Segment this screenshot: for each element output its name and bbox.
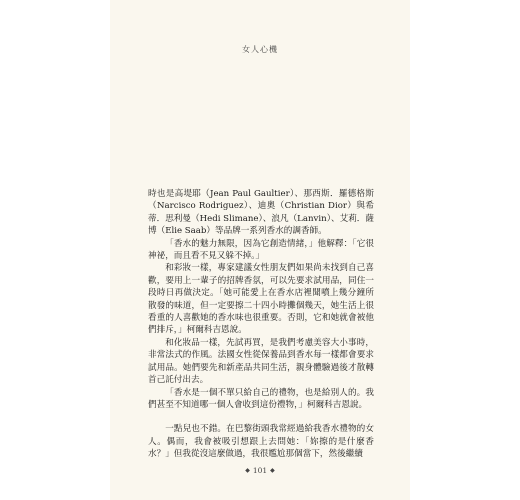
paragraph: 和彩妝一樣，專家建議女性朋友們如果尚未找到自己喜歡，要用上一輩子的招牌香氛，可以先要求試用品，同住一段時日再做決定。「她可能愛上在香水店裡聞噴上幾分鐘所散發的味道，但一定要擦二十四小時攤個幾天，她生活上很看重的人喜歡她的香水味也很重要。否則，它和她就會被他們排斥，」柯爾科吉恩說。 bbox=[148, 263, 374, 336]
paragraph: 「香水是一個不單只給自己的禮物，也是給別人的。我們甚至不知道哪一個人會收到這份禮物，」柯爾科吉恩說。 bbox=[148, 387, 374, 410]
running-title: 女人心機 bbox=[242, 45, 278, 54]
book-page bbox=[110, 0, 410, 500]
page-number-text: 101 bbox=[252, 466, 268, 475]
diamond-ornament-icon: ◆ bbox=[270, 467, 275, 474]
diamond-ornament-icon: ◆ bbox=[245, 467, 250, 474]
paragraph: 和化妝品一樣，先試再買，是我們考慮美容大小事時，非常法式的作風。法國女性從保養品到香水每一樣都會要求試用品。她們要先和新產品共同生活，親身體驗過後才散轉首己託付出去。 bbox=[148, 337, 374, 386]
body-text bbox=[148, 188, 374, 461]
paragraph: 「香水的魅力無限，因為它創造情緒，」他解釋：「它很神祕，而且看不見又躲不掉。」 bbox=[148, 238, 374, 262]
paragraph: 時也是高堤耶（Jean Paul Gaultier）、那西斯．羅德格斯（Narcisco Rodriguez）、迪奧（Christian Dior）與希蒂．思利曼（Hedi Slimane）、浪凡（Lanvin）、艾莉．薩博（Elie Saab）等品牌一系列香水的調香師。 bbox=[148, 189, 374, 237]
paragraph: 一點兒也不錯。在巴黎街頭我常經過給我香水禮物的女人。偶而，我會被吸引想跟上去問她：「妳擦的是什麼香水？」但我從沒這麼做過，我很尷尬那個當下，然後繼續 bbox=[148, 424, 374, 460]
page-number bbox=[110, 466, 410, 475]
